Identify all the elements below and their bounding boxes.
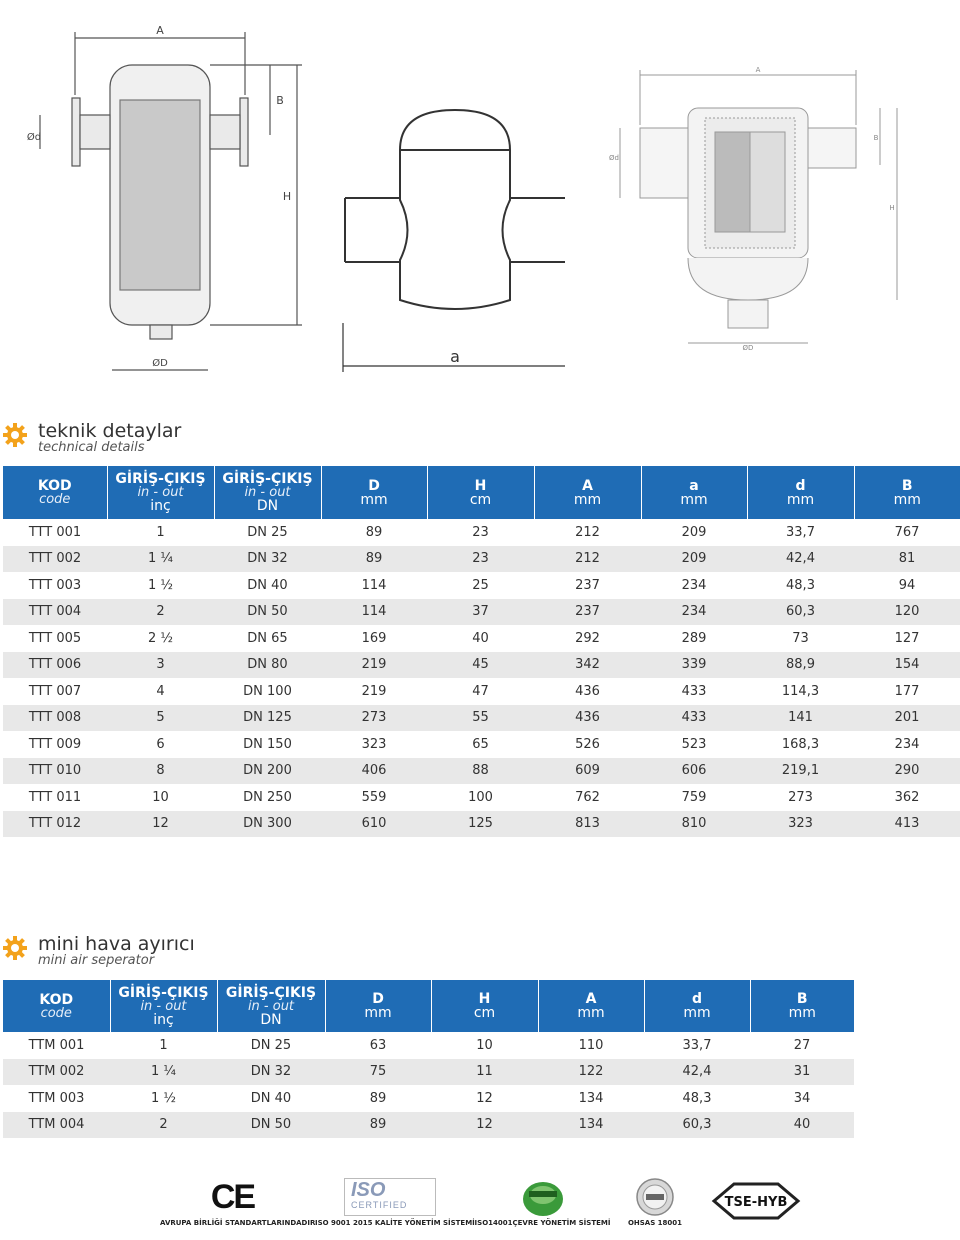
table-cell: 413 (854, 811, 960, 838)
table-cell: 362 (894, 789, 920, 805)
table-cell: 234 (641, 599, 747, 626)
table-cell: 89 (321, 546, 427, 573)
column-header-unit: DN (256, 498, 279, 514)
table-cell: 289 (681, 630, 707, 646)
dim-H-right: H (889, 204, 895, 212)
column-header-sublabel: in - out (140, 998, 187, 1014)
table-cell: 433 (641, 705, 747, 732)
table-cell: 42,4 (747, 546, 854, 573)
table-cell: 134 (578, 1090, 604, 1106)
table-row (3, 546, 960, 573)
dim-D-right: ØD (742, 344, 754, 352)
table-cell: 100 (468, 789, 493, 805)
table-cell: 4 (156, 683, 165, 699)
column-header-label: KOD (37, 478, 72, 494)
column-header-unit: mm (360, 491, 388, 508)
table-cell: 45 (427, 652, 534, 679)
table-cell: 8 (107, 758, 214, 785)
table-cell: 48,3 (682, 1090, 712, 1106)
dim-H-left: H (282, 190, 292, 203)
left-drawing (40, 32, 302, 370)
table-cell: 65 (472, 736, 489, 752)
table-cell: 11 (431, 1059, 538, 1086)
table-cell: 436 (534, 705, 641, 732)
iso9001-certification (315, 1175, 475, 1227)
column-header-label: d (795, 477, 806, 494)
table-cell: 2 (110, 1112, 217, 1139)
ohsas-seal-icon (635, 1177, 675, 1217)
column-header-sublabel: code (40, 1005, 72, 1021)
column-header-unit: mm (893, 491, 921, 508)
technical-details-table (3, 466, 960, 837)
column-header-unit: mm (573, 491, 602, 508)
table-cell: TTT 003 (28, 577, 82, 593)
table-cell: 1 ½ (147, 577, 173, 593)
table-cell: TTT 012 (3, 811, 107, 838)
table-cell: DN 125 (214, 705, 321, 732)
column-header-label: B (901, 477, 913, 494)
table-cell: 12 (476, 1090, 493, 1106)
table-cell: 813 (534, 811, 641, 838)
table-cell: TTT 005 (28, 630, 82, 646)
table-row (3, 1085, 854, 1112)
column-header (854, 466, 960, 519)
table-cell: DN 25 (247, 524, 288, 540)
column-header (641, 466, 747, 519)
column-header-label: GİRİŞ-ÇIKIŞ (118, 984, 209, 1001)
table-cell: 73 (792, 630, 809, 646)
column-header (534, 466, 641, 519)
column-header-unit: mm (683, 1005, 711, 1021)
section-subtitle: mini air seperator (38, 953, 155, 968)
column-header-unit: mm (786, 491, 815, 508)
table-cell: 40 (472, 630, 489, 646)
table-cell: 10 (152, 789, 169, 805)
tse-certification (710, 1181, 802, 1226)
tse-mark: TSE-HYB (724, 1195, 788, 1210)
table-cell: DN 32 (214, 546, 321, 573)
table-row (3, 1112, 854, 1139)
table-cell: TTM 004 (3, 1112, 110, 1139)
table-cell: TTM 002 (3, 1059, 110, 1086)
technical-drawings (0, 0, 960, 390)
certifications-bar (0, 1175, 960, 1240)
table-cell: 10 (476, 1037, 493, 1053)
table-cell: 606 (641, 758, 747, 785)
table-cell: 559 (361, 789, 387, 805)
table-cell: 141 (747, 705, 854, 732)
table-cell: TTM 003 (28, 1090, 85, 1106)
column-header (321, 466, 427, 519)
table-cell: 212 (575, 524, 600, 540)
dim-B-left: B (276, 94, 284, 107)
table-cell: 89 (365, 524, 383, 540)
column-header-label: GİRİŞ-ÇIKIŞ (222, 471, 313, 487)
table-cell: 610 (321, 811, 427, 838)
table-cell: 122 (538, 1059, 644, 1086)
table-cell: 12 (107, 811, 214, 838)
table-row (3, 758, 960, 785)
table-cell: 234 (681, 577, 707, 593)
ohsas-certification (620, 1175, 690, 1227)
table-cell: 33,7 (786, 524, 815, 540)
column-header (214, 466, 321, 519)
column-header-sublabel: in - out (244, 485, 291, 500)
column-header-label: H (478, 991, 491, 1007)
iso14001-certification (470, 1175, 615, 1227)
table-cell: 23 (427, 546, 534, 573)
table-row (3, 784, 960, 811)
column-header (107, 466, 214, 519)
ohsas-label: OHSAS 18001 (627, 1219, 683, 1227)
column-header (110, 980, 217, 1032)
table-row (3, 1059, 854, 1086)
column-header-unit: inç (150, 498, 171, 514)
dim-A-right: A (755, 66, 761, 74)
section-title: teknik detaylar (38, 420, 182, 442)
table-row (3, 1032, 854, 1059)
section-title: mini hava ayırıcı (38, 933, 195, 955)
table-cell: 767 (894, 524, 920, 540)
table-cell: 290 (854, 758, 960, 785)
table-row (3, 652, 960, 679)
dim-d-right: Ød (609, 154, 619, 162)
iso14001-label: ISO14001ÇEVRE YÖNETİM SİSTEMİ (474, 1219, 611, 1227)
column-header-label: D (372, 991, 384, 1007)
table-cell: 237 (575, 577, 600, 593)
table-cell: 406 (321, 758, 427, 785)
table-row (3, 519, 960, 546)
table-row (3, 811, 960, 838)
table-cell: 40 (750, 1112, 854, 1139)
table-cell: TTT 004 (3, 599, 107, 626)
table-cell: 60,3 (747, 599, 854, 626)
table-row (3, 678, 960, 705)
table-cell: 523 (681, 736, 707, 752)
table-cell: 88,9 (747, 652, 854, 679)
table-cell: 436 (575, 683, 600, 699)
table-cell: 47 (472, 683, 489, 699)
table-cell: 1 ¼ (107, 546, 214, 573)
table-cell: 94 (898, 577, 916, 593)
table-cell: 323 (747, 811, 854, 838)
column-header (3, 980, 110, 1032)
table-cell: 75 (325, 1059, 431, 1086)
column-header (750, 980, 854, 1032)
column-header-sublabel: code (39, 492, 71, 507)
table-cell: DN 50 (217, 1112, 325, 1139)
column-header-unit: mm (577, 1005, 605, 1021)
column-header-label: GİRİŞ-ÇIKIŞ (115, 471, 206, 487)
table-cell: DN 100 (243, 683, 292, 699)
leaf-icon (518, 1175, 568, 1219)
table-cell: 63 (369, 1037, 387, 1053)
table-row (3, 599, 960, 626)
column-header-unit: DN (260, 1011, 282, 1028)
table-row (3, 572, 960, 599)
table-cell: DN 40 (250, 1090, 292, 1106)
dim-B-right: B (873, 134, 879, 142)
table-cell: DN 65 (247, 630, 288, 646)
table-cell: TTT 006 (3, 652, 107, 679)
table-cell: 219,1 (747, 758, 854, 785)
section-technical-details-header (0, 422, 181, 454)
column-header (3, 466, 107, 519)
table-cell: 60,3 (644, 1112, 750, 1139)
column-header (217, 980, 325, 1032)
column-header-unit: mm (788, 1005, 816, 1021)
column-header-sublabel: in - out (247, 998, 295, 1014)
table-cell: TTM 001 (28, 1037, 85, 1053)
tse-hyb-logo (710, 1181, 802, 1221)
table-cell: 125 (427, 811, 534, 838)
column-header-sublabel: in - out (137, 485, 184, 500)
table-cell: DN 250 (243, 789, 292, 805)
column-header (644, 980, 750, 1032)
table-cell: 201 (854, 705, 960, 732)
section-subtitle: technical details (38, 440, 145, 455)
table-cell: 48,3 (786, 577, 815, 593)
table-cell: 2 (107, 599, 214, 626)
table-cell: TTT 008 (3, 705, 107, 732)
table-cell: DN 300 (214, 811, 321, 838)
ce-mark: CE (210, 1178, 255, 1216)
table-cell: 154 (854, 652, 960, 679)
table-cell: 110 (578, 1037, 604, 1053)
table-cell: 323 (361, 736, 387, 752)
table-cell: 168,3 (781, 736, 820, 752)
table-cell: 339 (641, 652, 747, 679)
table-cell: 55 (427, 705, 534, 732)
right-drawing (620, 70, 897, 343)
table-cell: 762 (575, 789, 600, 805)
table-cell: 5 (107, 705, 214, 732)
table-cell: DN 50 (214, 599, 321, 626)
mini-air-separator-table (3, 980, 854, 1138)
table-cell: 433 (681, 683, 707, 699)
table-cell: 212 (534, 546, 641, 573)
table-cell: 219 (321, 652, 427, 679)
table-cell: 42,4 (644, 1059, 750, 1086)
table-cell: TTT 010 (3, 758, 107, 785)
table-cell: TTT 011 (28, 789, 82, 805)
table-cell: 27 (793, 1037, 811, 1053)
table-cell: 526 (575, 736, 600, 752)
column-header-label: A (582, 477, 593, 494)
middle-drawing (343, 110, 565, 372)
column-header-unit: inç (153, 1011, 174, 1028)
gear-icon (2, 935, 28, 961)
table-cell: 292 (575, 630, 600, 646)
column-header (431, 980, 538, 1032)
table-cell: DN 40 (247, 577, 288, 593)
column-header (427, 466, 534, 519)
ce-label: AVRUPA BİRLİĞİ STANDARTLARINDADIR (160, 1219, 316, 1227)
table-cell: 209 (641, 546, 747, 573)
gear-icon (2, 422, 28, 448)
table-cell: DN 200 (214, 758, 321, 785)
section-mini-air-separator-header (0, 935, 195, 967)
column-header-label: A (585, 991, 597, 1007)
iso9001-label: ISO 9001 2015 KALİTE YÖNETİM SİSTEMİ (315, 1219, 475, 1227)
table-cell: DN 80 (214, 652, 321, 679)
table-cell: 3 (107, 652, 214, 679)
table-cell: 273 (788, 789, 813, 805)
column-header (538, 980, 644, 1032)
table-cell: 12 (431, 1112, 538, 1139)
table-cell: 609 (534, 758, 641, 785)
table-cell: DN 25 (250, 1037, 292, 1053)
table-cell: 6 (156, 736, 165, 752)
dim-a-middle: a (450, 347, 460, 366)
table-cell: 134 (538, 1112, 644, 1139)
table-cell: 1 ½ (150, 1090, 176, 1106)
column-header (325, 980, 431, 1032)
column-header-label: H (474, 477, 487, 494)
table-cell: 23 (472, 524, 489, 540)
table-cell: 114 (321, 599, 427, 626)
table-cell: DN 32 (217, 1059, 325, 1086)
table-cell: 34 (793, 1090, 811, 1106)
dim-d-left: Ød (26, 132, 42, 143)
column-header-unit: cm (473, 1005, 496, 1021)
table-cell: TTT 007 (28, 683, 82, 699)
table-row (3, 625, 960, 652)
table-cell: 169 (361, 630, 387, 646)
table-cell: 114,3 (781, 683, 820, 699)
table-cell: 810 (641, 811, 747, 838)
column-header-unit: mm (364, 1005, 392, 1021)
table-cell: 120 (854, 599, 960, 626)
dim-A-left: A (156, 24, 164, 37)
table-cell: 127 (894, 630, 920, 646)
table-cell: 33,7 (682, 1037, 712, 1053)
table-row (3, 705, 960, 732)
table-cell: 25 (472, 577, 489, 593)
table-cell: TTT 002 (3, 546, 107, 573)
column-header-label: d (691, 991, 703, 1007)
table-cell: 1 (156, 524, 165, 540)
table-cell: 219 (361, 683, 387, 699)
column-header-label: a (689, 477, 699, 494)
table-cell: 88 (427, 758, 534, 785)
table-cell: 237 (534, 599, 641, 626)
table-cell: 177 (894, 683, 920, 699)
column-header-unit: mm (680, 491, 708, 508)
table-cell: 114 (361, 577, 387, 593)
column-header-label: KOD (39, 991, 74, 1008)
table-cell: 1 (159, 1037, 168, 1053)
table-cell: 37 (427, 599, 534, 626)
table-cell: DN 150 (243, 736, 292, 752)
ce-certification (160, 1175, 316, 1227)
table-cell: 2 ½ (147, 630, 173, 646)
column-header-label: D (368, 477, 380, 494)
table-cell: TTT 001 (28, 524, 82, 540)
table-cell: 89 (369, 1090, 387, 1106)
iso-certified: CERTIFIED (351, 1200, 408, 1210)
column-header-label: GİRİŞ-ÇIKIŞ (225, 984, 317, 1001)
table-cell: 209 (681, 524, 707, 540)
table-cell: 759 (681, 789, 707, 805)
table-cell: 234 (894, 736, 920, 752)
table-cell: 1 ¼ (110, 1059, 217, 1086)
table-cell: TTT 009 (28, 736, 82, 752)
table-cell: 89 (325, 1112, 431, 1139)
column-header-unit: cm (469, 491, 492, 508)
table-cell: 342 (534, 652, 641, 679)
iso9001-badge (344, 1178, 436, 1216)
column-header-label: B (796, 991, 808, 1007)
table-cell: 273 (321, 705, 427, 732)
table-cell: 81 (854, 546, 960, 573)
iso-mark: ISO (351, 1179, 386, 1201)
column-header (747, 466, 854, 519)
table-row (3, 731, 960, 758)
dim-D-left: ØD (152, 358, 168, 369)
table-cell: 31 (750, 1059, 854, 1086)
